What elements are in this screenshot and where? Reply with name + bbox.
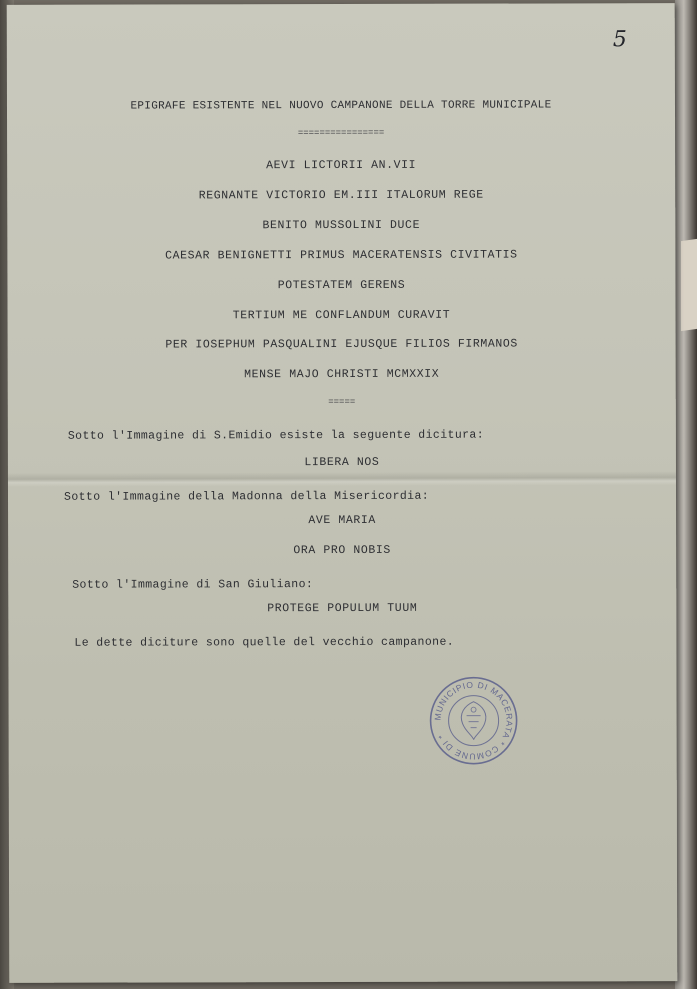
madonna-line-1: AVE MARIA	[308, 513, 376, 528]
inscription-line: PER IOSEPHUM PASQUALINI EJUSQUE FILIOS FIRMANOS	[165, 337, 518, 352]
stamp-inner-ring	[449, 696, 499, 746]
madonna-line-2: ORA PRO NOBIS	[293, 543, 391, 558]
madonna-intro: Sotto l'Immagine della Madonna della Misericordia:	[63, 489, 430, 504]
giuliano-text: PROTEGE POPULUM TUUM	[267, 601, 418, 616]
emidio-text: LIBERA NOS	[304, 455, 380, 470]
emidio-intro: Sotto l'Immagine di S.Emidio esiste la seguente dicitura:	[67, 428, 485, 443]
inscription-line: TERTIUM ME CONFLANDUM CURAVIT	[232, 308, 451, 323]
page-number: 5	[612, 27, 627, 53]
background-paper-strip	[681, 239, 697, 331]
closing-note: Le dette diciture sono quelle del vecchio campanone.	[74, 635, 455, 650]
divider-top: ================	[297, 127, 385, 139]
background-right-edge	[675, 0, 697, 989]
inscription-line: REGNANTE VICTORIO EM.III ITALORUM REGE	[198, 188, 484, 203]
stamp-outer-ring	[430, 678, 516, 764]
inscription-line: BENITO MUSSOLINI DUCE	[262, 218, 421, 233]
stamp-emblem-icon	[461, 702, 486, 740]
divider-bottom: =====	[328, 396, 356, 408]
giuliano-intro: Sotto l'Immagine di San Giuliano:	[72, 578, 314, 592]
inscription-line: CAESAR BENIGNETTI PRIMUS MACERATENSIS CIVITATIS	[165, 248, 518, 263]
municipal-stamp	[428, 676, 518, 766]
inscription-line: AEVI LICTORII AN.VII	[266, 158, 417, 173]
inscription-line: MENSE MAJO CHRISTI MCMXXIX	[244, 367, 440, 382]
inscription-line: POTESTATEM GERENS	[277, 278, 406, 293]
document-heading: EPIGRAFE ESISTENTE NEL NUOVO CAMPANONE DELLA TORRE MUNICIPALE	[130, 99, 552, 113]
svg-text:MUNICIPIO DI MACERATA * COMUNE	[432, 679, 515, 761]
document-sheet	[7, 3, 678, 983]
stamp-text: MUNICIPIO DI MACERATA * COMUNE DI *	[432, 679, 515, 762]
paper-fold-crease	[8, 471, 676, 487]
